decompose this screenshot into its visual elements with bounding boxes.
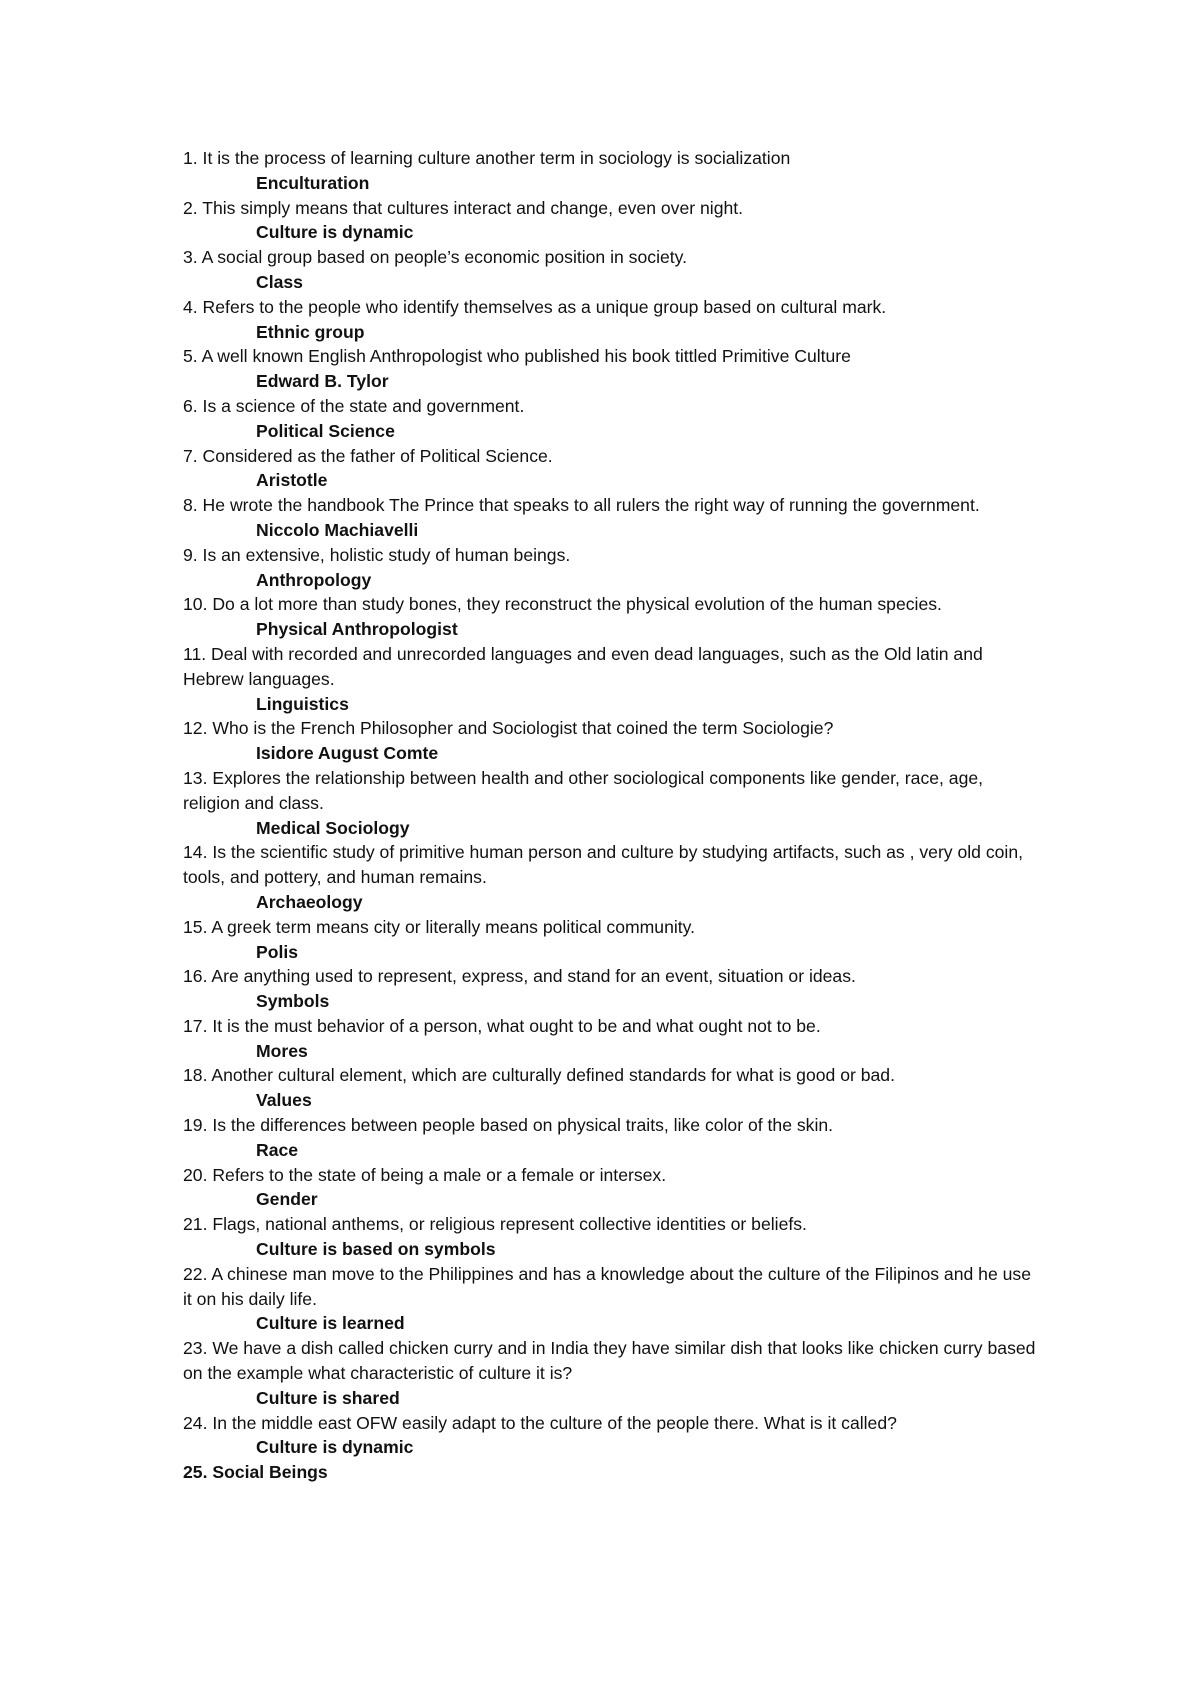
question-text: 7. Considered as the father of Political Science.: [183, 445, 553, 466]
question-text: 3. A social group based on people’s economic position in society.: [183, 247, 688, 268]
question-text: 12. Who is the French Philosopher and Sociologist that coined the term Sociologie?: [183, 718, 834, 739]
question-text: 6. Is a science of the state and government.: [183, 395, 525, 416]
question-text: 24. In the middle east OFW easily adapt to the culture of the people there. What is it called?: [183, 1412, 897, 1433]
final-item-text: 25. Social Beings: [183, 1462, 328, 1483]
question-text: 22. A chinese man move to the Philippines and has a knowledge about the culture of the Filipinos and he use it on his daily life.: [183, 1263, 1031, 1309]
answer-text: Archaeology: [256, 891, 363, 912]
question-text: 1. It is the process of learning culture another term in sociology is socialization: [183, 148, 791, 168]
answer-text: Enculturation: [256, 172, 370, 193]
answer-text: Ethnic group: [256, 321, 365, 342]
answer-text: Culture is learned: [256, 1313, 405, 1334]
answer-text: Medical Sociology: [256, 817, 410, 838]
answer-text: Culture is based on symbols: [256, 1239, 496, 1260]
question-text: 13. Explores the relationship between health and other sociological components like gender, race, age, religion and class.: [183, 767, 984, 813]
answer-text: Aristotle: [256, 470, 328, 491]
question-text: 17. It is the must behavior of a person, what ought to be and what ought not to be.: [183, 1015, 821, 1036]
question-text: 5. A well known English Anthropologist who published his book tittled Primitive Culture: [183, 346, 851, 367]
answer-text: Physical Anthropologist: [256, 619, 458, 640]
question-text: 19. Is the differences between people based on physical traits, like color of the skin.: [183, 1115, 834, 1136]
answer-text: Niccolo Machiavelli: [256, 519, 419, 540]
question-text: 4. Refers to the people who identify themselves as a unique group based on cultural mark.: [183, 296, 887, 317]
answer-text: Linguistics: [256, 693, 349, 714]
answer-text: Race: [256, 1139, 299, 1160]
question-text: 16. Are anything used to represent, express, and stand for an event, situation or ideas.: [183, 966, 856, 987]
answer-text: Mores: [256, 1040, 308, 1061]
question-text: 23. We have a dish called chicken curry and in India they have similar dish that looks like chicken curry based on the example what characteristic of culture it is?: [183, 1338, 1036, 1384]
answer-text: Culture is shared: [256, 1387, 400, 1408]
question-text: 2. This simply means that cultures interact and change, even over night.: [183, 197, 744, 218]
question-text: 20. Refers to the state of being a male or a female or intersex.: [183, 1164, 667, 1185]
answer-text: Polis: [256, 941, 299, 962]
answer-text: Culture is dynamic: [256, 1437, 414, 1458]
answer-text: Edward B. Tylor: [256, 371, 389, 392]
answer-text: Class: [256, 271, 303, 292]
question-text: 18. Another cultural element, which are culturally defined standards for what is good or bad.: [183, 1065, 895, 1086]
document-body: [183, 146, 1043, 1485]
question-text: 21. Flags, national anthems, or religious represent collective identities or beliefs.: [183, 1214, 807, 1235]
question-text: 8. He wrote the handbook The Prince that speaks to all rulers the right way of running the government.: [183, 495, 980, 516]
answer-text: Values: [256, 1090, 312, 1111]
question-text: 14. Is the scientific study of primitive human person and culture by studying artifacts, such as , very old coin, tools, and pottery, and human remains.: [183, 842, 1024, 888]
question-text: 10. Do a lot more than study bones, they reconstruct the physical evolution of the human species.: [183, 594, 942, 615]
question-text: 11. Deal with recorded and unrecorded languages and even dead languages, such as the Old latin and Hebrew languages.: [183, 643, 983, 689]
question-text: 9. Is an extensive, holistic study of human beings.: [183, 544, 571, 565]
answer-text: Anthropology: [256, 569, 372, 590]
answer-text: Isidore August Comte: [256, 743, 439, 764]
answer-text: Culture is dynamic: [256, 222, 414, 243]
question-text: 15. A greek term means city or literally means political community.: [183, 916, 696, 937]
answer-text: Gender: [256, 1189, 318, 1210]
answer-text: Symbols: [256, 991, 330, 1012]
answer-text: Political Science: [256, 420, 395, 441]
